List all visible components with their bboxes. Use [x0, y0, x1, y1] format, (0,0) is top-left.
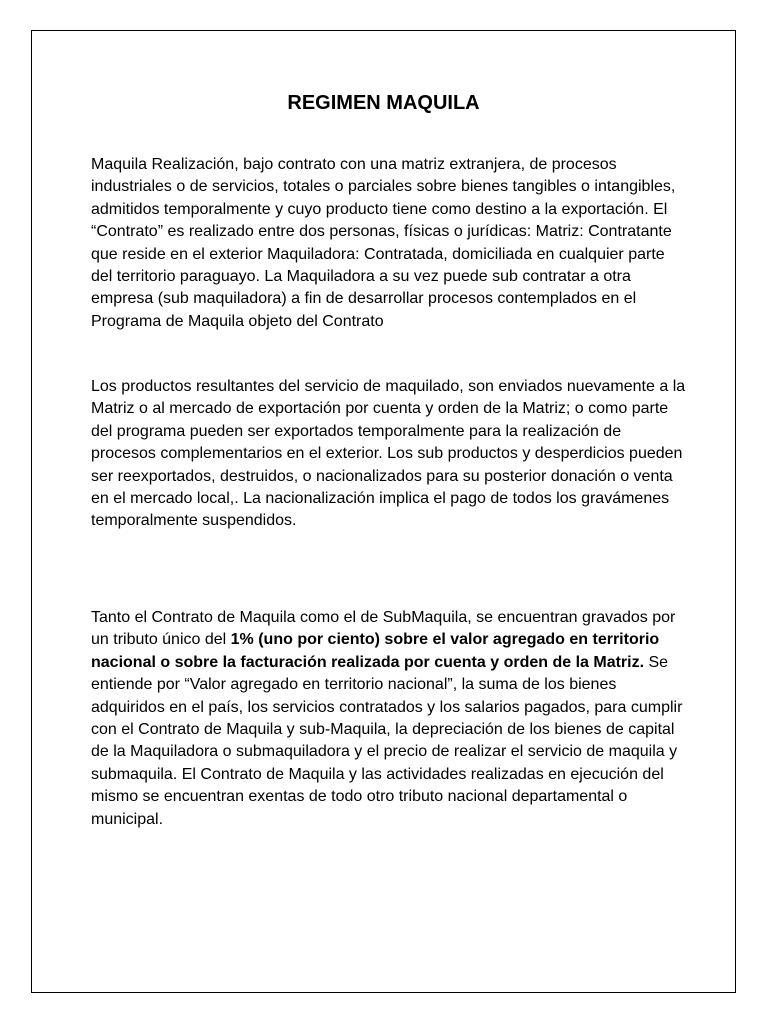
paragraph-products [91, 376, 711, 533]
text-line: con el Contrato de Maquila y sub-Maquila, la depreciación de los bienes de capital [91, 721, 675, 739]
document-page [31, 30, 736, 993]
text-line: del programa pueden ser exportados temporalmente para la realización de [91, 422, 622, 440]
text-line: industriales o de servicios, totales o parciales sobre bienes tangibles o intangibles, [91, 178, 676, 196]
text-line: Tanto el Contrato de Maquila como el de SubMaquila, se encuentran gravados por [91, 609, 676, 626]
paragraph-taxation [91, 607, 711, 831]
text-line: mismo se encuentran exentas de todo otro tributo nacional departamental o [91, 788, 628, 806]
text-line: del territorio paraguayo. La Maquiladora a su vez puede sub contratar a otra [91, 268, 631, 286]
document-title: REGIMEN MAQUILA [287, 92, 480, 114]
text-line: Matriz o al mercado de exportación por cuenta y orden de la Matriz; o como parte [91, 400, 669, 418]
text-line: que reside en el exterior Maquiladora: Contratada, domiciliada en cualquier parte [91, 245, 665, 263]
text-line: Los productos resultantes del servicio de maquilado, son enviados nuevamente a la [91, 378, 686, 395]
text-line: de la Maquiladora o submaquiladora y el precio de realizar el servicio de maquila y [91, 743, 678, 761]
text-line: en el mercado local,. La nacionalización implica el pago de todos los gravámenes [91, 490, 670, 508]
text-line: ser reexportados, destruidos, o nacionalizados para su posterior donación o venta [91, 467, 673, 485]
text-line: Programa de Maquila objeto del Contrato [91, 312, 384, 330]
text-segment: un tributo único del [91, 631, 231, 649]
text-line: “Contrato” es realizado entre dos personas, físicas o jurídicas: Matriz: Contratante [91, 223, 672, 241]
bold-text-segment: nacional o sobre la facturación realizada por cuenta y orden de la Matriz. [91, 653, 645, 671]
text-line: municipal. [91, 810, 164, 828]
text-line: procesos complementarios en el exterior. Los sub productos y desperdicios pueden [91, 445, 683, 463]
text-line: adquiridos en el país, los servicios contratados y los salarios pagados, para cumplir [91, 698, 683, 716]
text-line: Maquila Realización, bajo contrato con una matriz extranjera, de procesos [91, 156, 617, 173]
paragraph-definition [91, 154, 711, 333]
text-segment: Se [644, 653, 669, 671]
text-line-mixed [91, 629, 711, 651]
text-line: admitidos temporalmente y cuyo producto tiene como destino a la exportación. El [91, 200, 668, 218]
text-line: submaquila. El Contrato de Maquila y las actividades realizadas en ejecución del [91, 765, 664, 783]
text-line: empresa (sub maquiladora) a fin de desarrollar procesos contemplados en el [91, 290, 637, 308]
text-line: temporalmente suspendidos. [91, 512, 297, 530]
text-line: entiende por “Valor agregado en territorio nacional”, la suma de los bienes [91, 676, 617, 694]
bold-text-segment: 1% (uno por ciento) sobre el valor agregado en territorio [230, 631, 660, 649]
text-line-mixed [91, 652, 711, 674]
